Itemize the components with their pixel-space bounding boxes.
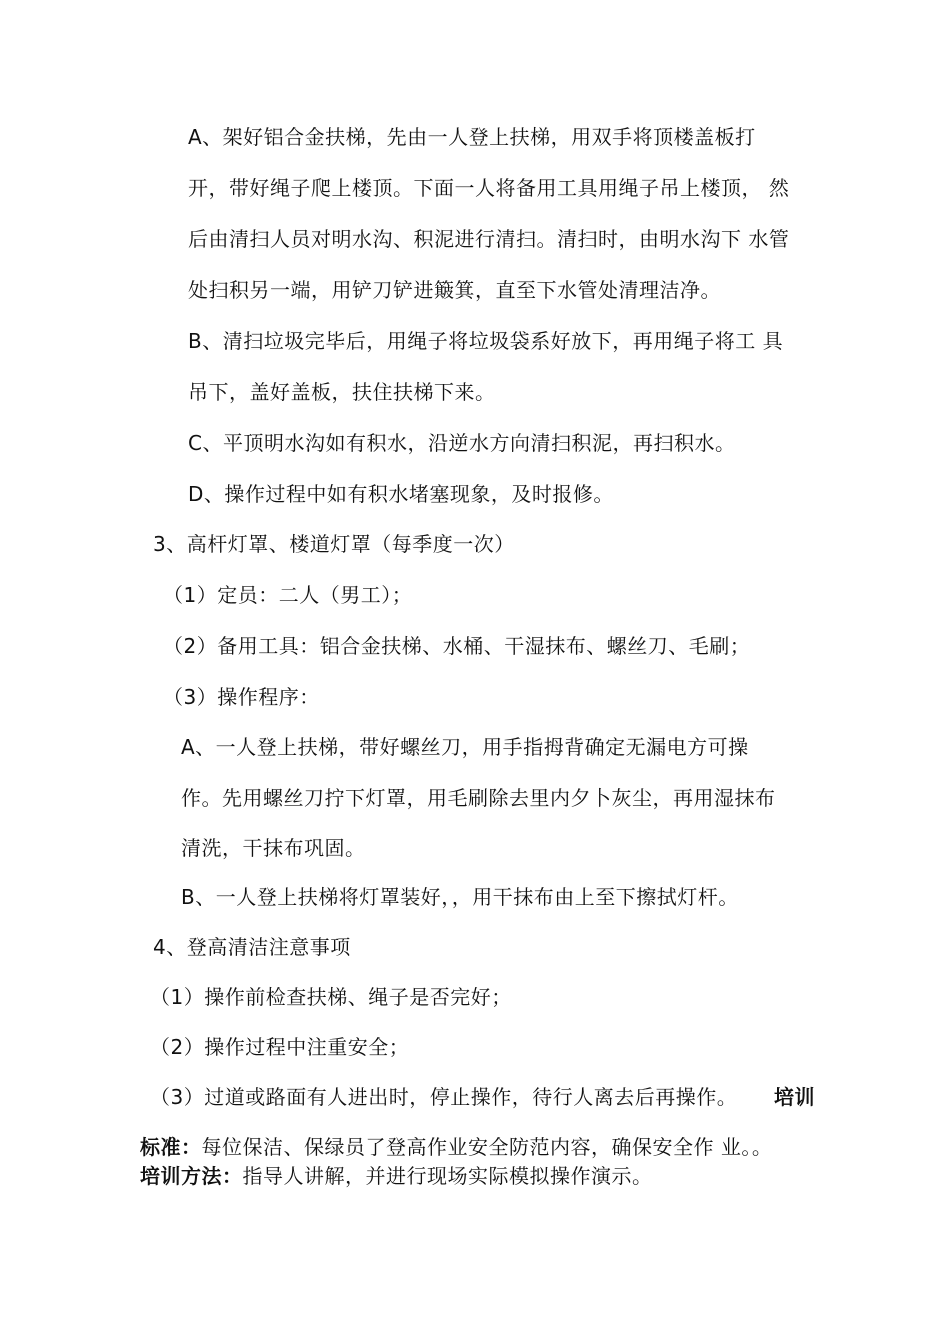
section-3-step-a-line-2: 作。先用螺丝刀拧下灯罩，用毛刷除去里内夕卜灰尘，再用湿抹布 [181, 786, 776, 810]
section-3-step-a-line-3: 清洗，干抹布巩固。 [181, 836, 366, 860]
step-a-line-2: 开，带好绳子爬上楼顶。下面一人将备用工具用绳子吊上楼顶， 然 [188, 176, 790, 200]
training-method-line [140, 1163, 653, 1189]
section-4-item-1: （1）操作前检查扶梯、绳子是否完好； [150, 985, 512, 1009]
section-3-step-a-line-1: A、一人登上扶梯，带好螺丝刀，用手指拇背确定无漏电方可操 [181, 735, 749, 759]
section-3-staff: （1）定员：二人（男工）； [163, 583, 413, 607]
step-a-line-4: 处扫积另一端，用铲刀铲进簸箕，直至下水管处清理洁净。 [188, 278, 721, 302]
training-standard-label-part-2: 标准： [140, 1135, 202, 1159]
step-c-line-1: C、平顶明水沟如有积水，沿逆水方向清扫积泥，再扫积水。 [188, 431, 736, 455]
training-method-text: 指导人讲解，并进行现场实际模拟操作演示。 [242, 1164, 653, 1188]
section-3-tools: （2）备用工具：铝合金扶梯、水桶、干湿抹布、螺丝刀、毛刷； [163, 634, 751, 658]
training-method-label: 培训方法： [140, 1164, 243, 1188]
step-a-line-1: A、架好铝合金扶梯，先由一人登上扶梯，用双手将顶楼盖板打 [188, 125, 756, 149]
section-3-step-b-line-1: B、一人登上扶梯将灯罩装好，，用干抹布由上至下擦拭灯杆。 [181, 885, 739, 909]
step-a-line-3: 后由清扫人员对明水沟、积泥进行清扫。清扫时，由明水沟下 水管 [188, 227, 790, 251]
section-4-item-2: （2）操作过程中注重安全； [150, 1035, 410, 1059]
section-3-procedure: （3）操作程序： [163, 685, 320, 709]
section-3-heading: 3、高杆灯罩、楼道灯罩（每季度一次） [153, 532, 515, 556]
training-standard-text: 每位保洁、保绿员了登高作业安全防范内容，确保安全作 业。。 [201, 1135, 773, 1159]
step-b-line-2: 吊下，盖好盖板，扶住扶梯下来。 [188, 380, 496, 404]
training-standard-line [140, 1134, 772, 1160]
training-standard-label-part-1: 培训 [774, 1085, 815, 1109]
step-d-line-1: D、操作过程中如有积水堵塞现象，及时报修。 [188, 482, 614, 506]
step-b-line-1: B、清扫垃圾完毕后，用绳子将垃圾袋系好放下，再用绳子将工 具 [188, 329, 784, 353]
section-4-heading: 4、登高清洁注意事项 [153, 935, 351, 959]
section-4-item-3: （3）过道或路面有人进出时，停止操作，待行人离去后再操作。 [150, 1085, 738, 1109]
